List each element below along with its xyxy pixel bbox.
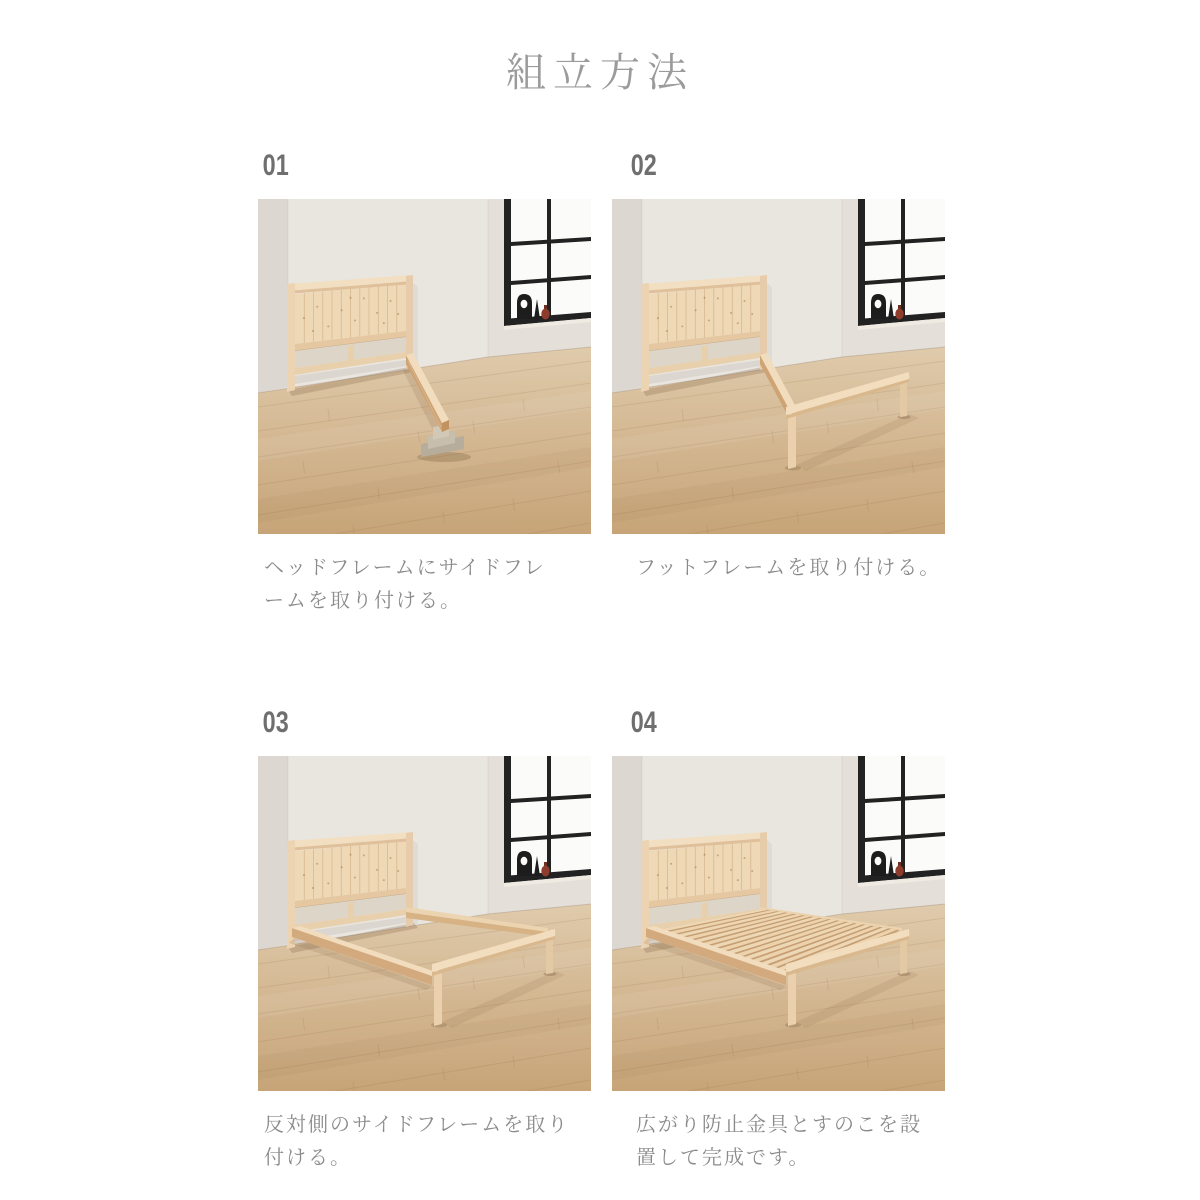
assembly-step-4 xyxy=(612,708,945,1175)
step-number: 03 xyxy=(262,706,289,739)
step-caption: フットフレームを取り付ける。 xyxy=(636,557,942,579)
section-title: 組立方法 xyxy=(506,51,694,95)
step-caption: 広がり防止金具とすのこを設 置して完成です。 xyxy=(636,1114,922,1169)
step-number: 01 xyxy=(262,149,289,182)
step-photo-bed-assembly xyxy=(258,756,591,1091)
assembly-step-1 xyxy=(258,151,591,618)
assembly-step-3 xyxy=(258,708,591,1175)
step-caption: 反対側のサイドフレームを取り 付ける。 xyxy=(264,1114,570,1169)
step-photo-bed-assembly xyxy=(612,756,945,1091)
step-number: 04 xyxy=(630,706,657,739)
assembly-steps-grid xyxy=(258,151,945,1175)
step-photo-bed-assembly xyxy=(612,199,945,534)
assembly-step-2 xyxy=(612,151,945,618)
step-photo-bed-assembly xyxy=(258,199,591,534)
step-number: 02 xyxy=(630,149,657,182)
step-caption: ヘッドフレームにサイドフレ ームを取り付ける。 xyxy=(264,557,546,612)
